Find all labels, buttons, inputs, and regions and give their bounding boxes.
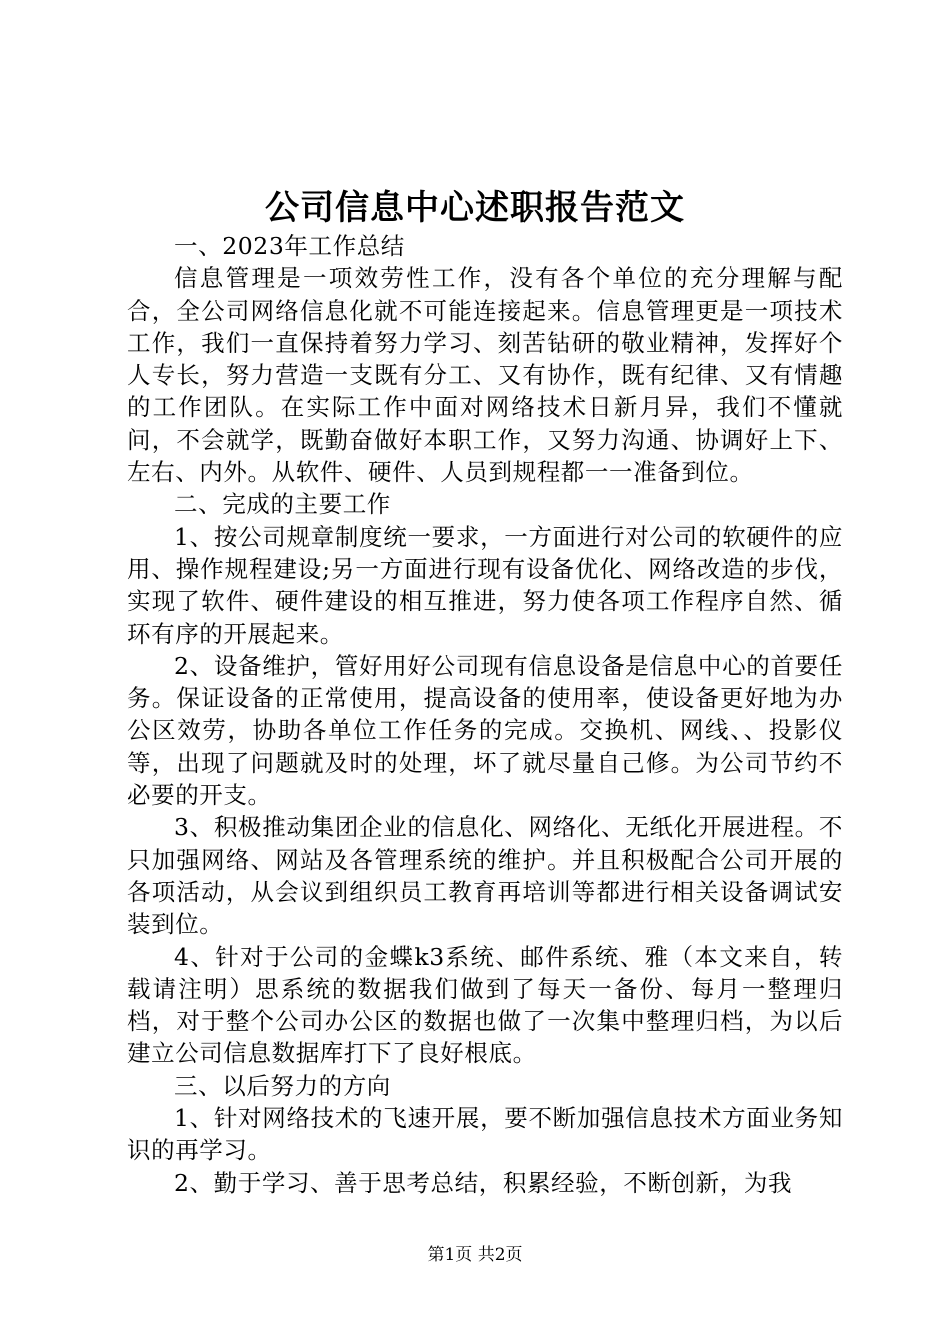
section-heading-summary: 一、2023年工作总结 [174, 232, 405, 260]
section-heading-main-work: 二、完成的主要工作 [174, 490, 391, 519]
paragraph-future-2: 2、勤于学习、善于思考总结，积累经验，不断创新，为我 [174, 1168, 793, 1197]
document-body [127, 230, 843, 1199]
paragraph-main-work-4: 4、针对于公司的金蝶k3系统、邮件系统、雅（本文来自，转载请注明）思系统的数据我们做到了每天一备份、每月一整理归档，对于整个公司办公区的数据也做了一次集中整理归档，为以后建立公司信息数据库打下了良好根底。 [127, 942, 843, 1068]
document-title: 公司信息中心述职报告范文 [265, 188, 685, 228]
paragraph-main-work-1: 1、按公司规章制度统一要求，一方面进行对公司的软硬件的应用、操作规程建设;另一方面进行现有设备优化、网络改造的步伐，实现了软件、硬件建设的相互推进，努力使各项工作程序自然、循环有序的开展起来。 [127, 522, 843, 648]
paragraph-main-work-3: 3、积极推动集团企业的信息化、网络化、无纸化开展进程。不只加强网络、网站及各管理系统的维护。并且积极配合公司开展的各项活动，从会议到组织员工教育再培训等都进行相关设备调试安装到位。 [127, 813, 843, 939]
page-footer: 第1页 共2页 [427, 1245, 523, 1265]
paragraph-info-management: 信息管理是一项效劳性工作，没有各个单位的充分理解与配合，全公司网络信息化就不可能连接起来。信息管理更是一项技术工作，我们一直保持着努力学习、刻苦钻研的敬业精神，发挥好个人专长，努力营造一支既有分工、又有协作，既有纪律、又有情趣的工作团队。在实际工作中面对网络技术日新月异，我们不懂就问，不会就学，既勤奋做好本职工作，又努力沟通、协调好上下、左右、内外。从软件、硬件、人员到规程都一一准备到位。 [127, 264, 843, 487]
paragraph-future-1: 1、针对网络技术的飞速开展，要不断加强信息技术方面业务知识的再学习。 [127, 1104, 843, 1165]
paragraph-main-work-2: 2、设备维护，管好用好公司现有信息设备是信息中心的首要任务。保证设备的正常使用，提高设备的使用率，使设备更好地为办公区效劳，协助各单位工作任务的完成。交换机、网线、、投影仪等，出现了问题就及时的处理，坏了就尽量自己修。为公司节约不必要的开支。 [127, 651, 843, 810]
section-heading-future: 三、以后努力的方向 [174, 1071, 391, 1100]
